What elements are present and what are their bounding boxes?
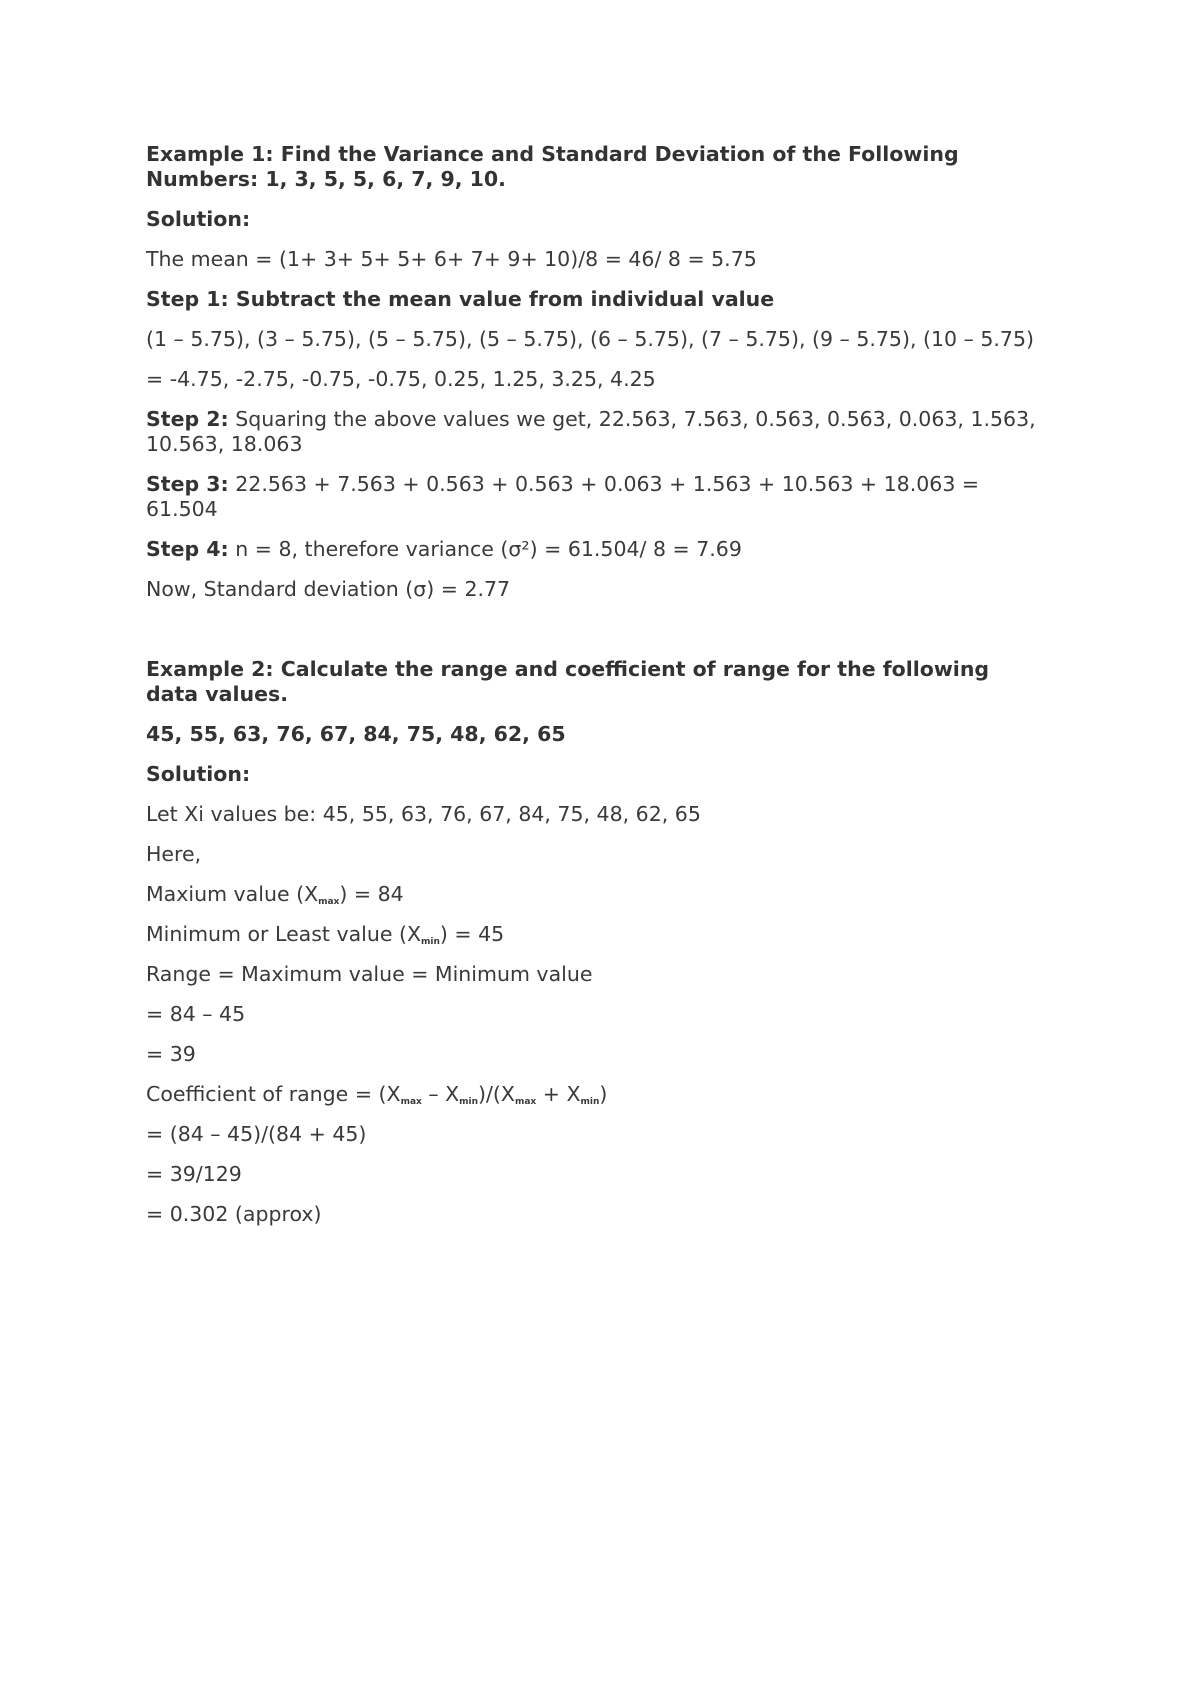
example1-step1-heading: Step 1: Subtract the mean value from individual value [146, 287, 775, 311]
step4-text: n = 8, therefore variance (σ²) = 61.504/ 8 = 7.69 [228, 537, 742, 561]
example1-step1-result: = -4.75, -2.75, -0.75, -0.75, 0.25, 1.25, 3.25, 4.25 [146, 367, 656, 391]
example2-coef-fraction: = 39/129 [146, 1162, 242, 1186]
max-subscript: max [318, 897, 340, 907]
coef-part2: – X [421, 1082, 460, 1106]
coef-sub2: min [459, 1097, 479, 1107]
min-prefix: Minimum or Least value (X [146, 922, 422, 946]
section-gap [146, 617, 1046, 657]
example2-coef-line [146, 1082, 1046, 1107]
example1-solution-label: Solution: [146, 207, 251, 231]
step2-label: Step 2: [146, 407, 229, 431]
example2-solution-label: Solution: [146, 762, 251, 786]
example1-step1-line: (1 – 5.75), (3 – 5.75), (5 – 5.75), (5 – 5.75), (6 – 5.75), (7 – 5.75), (9 – 5.75), (10 – 5.75) [146, 327, 1034, 351]
coef-part1: Coefficient of range = (X [146, 1082, 401, 1106]
example2-values-line: 45, 55, 63, 76, 67, 84, 75, 48, 62, 65 [146, 722, 566, 746]
example2-here-line: Here, [146, 842, 202, 866]
coef-part3: )/(X [478, 1082, 515, 1106]
example1-step2 [146, 407, 1046, 457]
example2-xi-line: Let Xi values be: 45, 55, 63, 76, 67, 84, 75, 48, 62, 65 [146, 802, 701, 826]
example1-step3 [146, 472, 1046, 522]
step2-text: Squaring the above values we get, 22.563, 7.563, 0.563, 0.563, 0.063, 1.563, 10.563, 18.063 [146, 407, 1036, 456]
example2-coef-calc: = (84 – 45)/(84 + 45) [146, 1122, 367, 1146]
example1-sd-line: Now, Standard deviation (σ) = 2.77 [146, 577, 511, 601]
max-prefix: Maxium value (X [146, 882, 319, 906]
example1-step4 [146, 537, 1046, 562]
coef-part4: + X [536, 1082, 581, 1106]
max-suffix: ) = 84 [339, 882, 404, 906]
step3-text: 22.563 + 7.563 + 0.563 + 0.563 + 0.063 + 1.563 + 10.563 + 18.063 = 61.504 [146, 472, 980, 521]
example2-range-result: = 39 [146, 1042, 196, 1066]
coef-part5: ) [599, 1082, 608, 1106]
example2-max-line [146, 882, 1046, 907]
document-content [146, 142, 1046, 1242]
example2-range-calc: = 84 – 45 [146, 1002, 246, 1026]
step3-label: Step 3: [146, 472, 229, 496]
example2-min-line [146, 922, 1046, 947]
min-suffix: ) = 45 [439, 922, 505, 946]
coef-sub1: max [400, 1097, 422, 1107]
example1-mean-line: The mean = (1+ 3+ 5+ 5+ 6+ 7+ 9+ 10)/8 = 46/ 8 = 5.75 [146, 247, 757, 271]
coef-sub3: max [514, 1097, 537, 1107]
example2-coef-result: = 0.302 (approx) [146, 1202, 322, 1226]
example2-range-line: Range = Maximum value = Minimum value [146, 962, 593, 986]
example1-heading: Example 1: Find the Variance and Standard Deviation of the Following Numbers: 1, 3, 5, 5, 6, 7, 9, 10. [146, 142, 959, 191]
example2-heading: Example 2: Calculate the range and coefficient of range for the following data values. [146, 657, 990, 706]
min-subscript: min [421, 937, 440, 947]
coef-sub4: min [580, 1097, 600, 1107]
step4-label: Step 4: [146, 537, 229, 561]
